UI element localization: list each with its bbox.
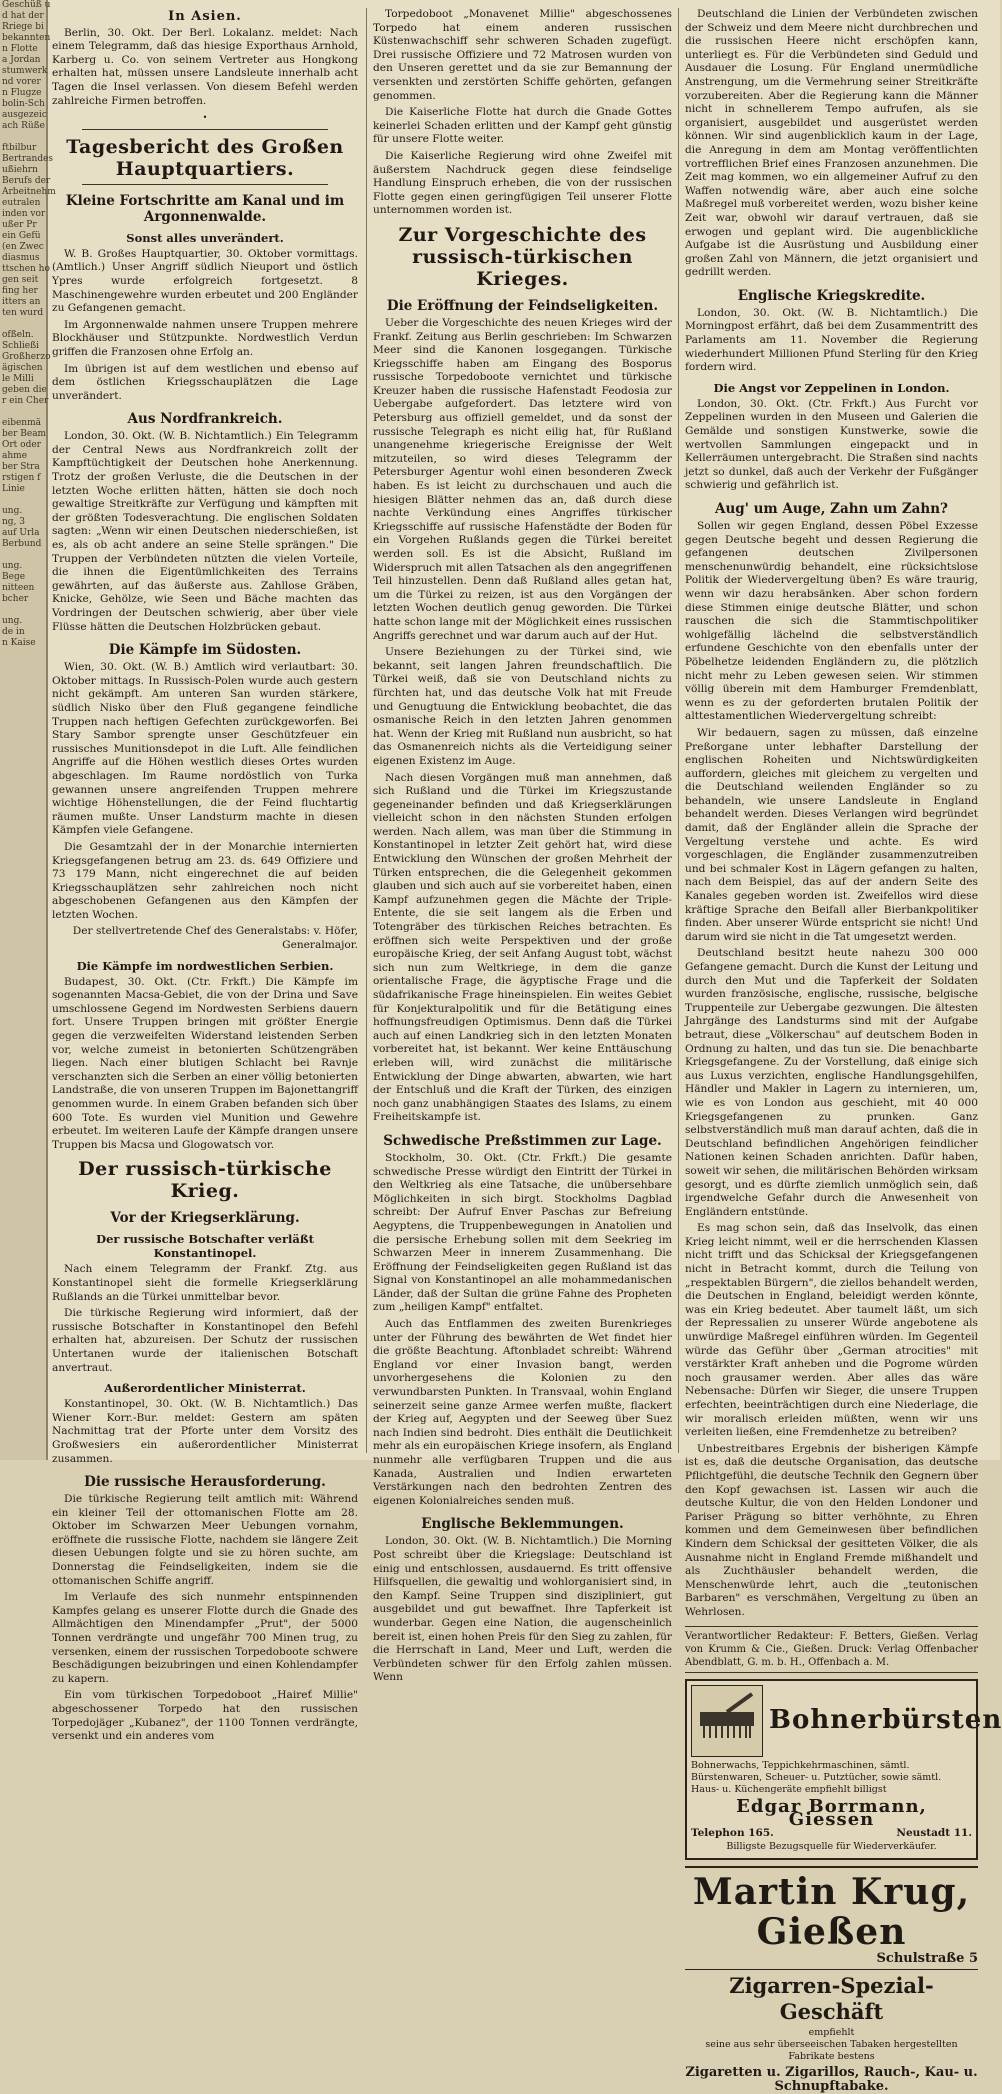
herausforderung-text-3: Ein vom türkischen Torpedoboot „Haireť Millie" abgeschossener Torpedo hat den russischen Torpedojäger „Kubanez", der 1100 Tonnen verdrängte, versenkt und ein anderes vom (52, 1689, 358, 1743)
strip-fragment: n Kaise (2, 638, 36, 648)
rule (82, 184, 328, 185)
eroeffnung-text-2: Unsere Beziehungen zu der Türkei sind, wie bekannt, seit langen Jahren freundschaftlich. Die Türkei weiß, daß sie von Deutschland nichts zu fürchten hat, und das deutsche Volk hat mit Freude und Genugtuung die Entwicklung beobachtet, die das osmanische Reich in den letzten Jahren genommen hat. Wenn der Krieg mit Rußland nun ausbricht, so hat das Osmanenreich nichts als die Verteidigung seiner eigenen Existenz im Auge. (373, 646, 672, 767)
fortschritte-heading: Kleine Fortschritte am Kanal und im Argonnenwalde. (65, 192, 345, 225)
kriegserklaerung-heading: Vor der Kriegserklärung. (110, 1210, 300, 1227)
brush-illustration-icon (691, 1685, 763, 1757)
eroeffnung-text-1: Ueber die Vorgeschichte des neuen Krieges wird der Frankf. Zeitung aus Berlin geschrieben: Im Schwarzen Meer sind die Kanonen losgegangen. Türkische Kriegsschiffe haben am Eingang des Bosporus russische Torpedoboote vernichtet und türkische Kreuzer haben die russische Hafenstadt Feodosia zur Uebergabe aufgefordert. Das letztere wird von Petersburg aus offiziell gemeldet, und da sonst der russische Telegraph es nicht eilig hat, für Rußland unangenehme kriegerische Ereignisse der Welt mitzuteilen, so wird dieses Telegramm der Petersburger Agentur wohl einen besonderen Zweck haben. Es ist leicht zu durchschauen und auch die hiesigen Blätter nehmen das an, daß durch diese nachte Verkündung eines Angriffes türkischer Kriegsschiffe auf russische Hafenstädte der Boden für ein Vorgehen Rußlands gegen die Türkei bereitet werden soll. Es ist die Absicht, Rußland im Widerspruch mit allen Tatsachen als den angegriffenen Teil hinzustellen. Denn daß Rußland alles getan hat, um die Türkei zu reizen, ist aus den Vorgängen der letzten Wochen deutlich genug geworden. Die Türkei hatte schon lange mit der Möglichkeit eines russischen Angriffs gerechnet und war darum auch auf der Hut. (373, 316, 672, 642)
strip-fragment: fing her (2, 286, 38, 296)
auge-text-5: Unbestreitbares Ergebnis der bisherigen Kämpfe ist es, daß die deutsche Organisation, das deutsche Pflichtgefühl, die deutsche Technik den Gegnern über den Kopf gewachsen ist. Lassen wir auch die deutsche Kultur, die von den Helden Londoner und Pariser Prägung so bitter verhöhnte, zu Ehren kommen und dem Gemeinwesen über befindlichen Kindern dem Schicksal der gesitteten Völker, die als Ausnahme nicht in England Fremde mißhandelt und als Zuchthäusler behandelt werden, die Menschenwürde lehrt, auch die „teutonischen Barbaren" es verschmähen, Vergeltung zu üben an Wehrlosen. (685, 1442, 978, 1618)
strip-fragment: ußer Pr (2, 220, 37, 230)
auge-heading: Aug' um Auge, Zahn um Zahn? (715, 501, 948, 517)
botschafter-text: Nach einem Telegramm der Frankf. Ztg. aus Konstantinopel sieht die formelle Kriegserklärung Rußlands an die Türkei unmittelbar bevor. (52, 1263, 358, 1303)
strip-fragment: ten wurd (2, 308, 44, 318)
strip-fragment: Bertrandes (2, 154, 54, 164)
adjacent-page-strip (0, 0, 56, 1460)
strip-fragment: rstigen f (2, 473, 41, 483)
strip-fragment: itters an (2, 297, 41, 307)
ad2-shop: Zigarren-Spezial-Geschäft (685, 1969, 978, 2025)
wb-text-2: Im Argonnenwalde nahmen unsere Truppen mehrere Blockhäuser und Stützpunkte. Nordwestlich Verdun griffen die Franzosen ohne Erfolg an. (52, 318, 358, 358)
strip-fragment: gen seit (2, 275, 39, 285)
strip-fragment: n Flotte (2, 44, 38, 54)
ad1-title: Bohnerbürsten (769, 1704, 1002, 1735)
auge-text-3: Deutschland besitzt heute nahezu 300 000 Gefangene gemacht. Durch die Kunst der Leitung und durch den Mut und die Tapferkeit der Soldaten wurden französische, englische, russische, belgische Truppenteile zur Uebergabe gezwungen. Die ältesten Jahrgänge des Landsturms sind mit der Aufgabe betraut, diese „Völkerschau" auf deutschem Boden in Ordnung zu halten, und das tun sie. Die benachbarte Kriegsgefangene. Zu der Vorstellung, daß einige sich aus Luxus verzichten, englische Handlungsgehilfen, Händler und Makler in Lagern zu internieren, um, wie es von London aus geschieht, mit 40 000 Kriegsgefangenen zu prunken. Ganz selbstverständlich muß man darauf achten, daß die in Deutschland befindlichen Angehörigen feindlicher Nationen keinen Schaden anrichten. Dafür haben, soweit wir sehen, die militärischen Behörden wirksam gesorgt, und es dürfte ziemlich unmöglich sein, daß irgendwelche Gefahr durch die Anwesenheit von Engländern entstünde. (685, 947, 978, 1218)
presse-heading: Schwedische Preßstimmen zur Lage. (383, 1132, 662, 1149)
suedosten-sign: Der stellvertretende Chef des Generalstabs: v. Höfer, Generalmajor. (72, 925, 358, 952)
strip-fragment: ng, 3 (2, 517, 26, 527)
strip-fragment: r ein Cher (2, 396, 49, 406)
ad2-small-2: seine aus sehr überseeischen Tabaken hergestellten Fabrikate bestens (705, 2039, 958, 2063)
strip-fragment: bekannten (2, 33, 51, 43)
continued-text: Deutschland die Linien der Verbündeten zwischen der Schweiz und dem Meere nicht durchbrechen und die russischen Heere nicht erschöpfen kann, unterliegt es. Für die Verbündeten sind Geduld und Ausdauer die Losung. Für England unermüdliche Anstrengung, um die Vermehrung seiner Streitkräfte vorzubereiten. Aber die Regierung kann die Männer nicht in schnellerem Tempo aufrufen, als sie organisiert, ausgebildet und ausgerüstet werden können. Wir sind augenblicklich kaum in der Lage, die Anregung in dem am Montag veröffentlichten vortrefflichen Brief eines Franzosen anzunehmen. Die Zeit mag kommen, wo ein allgemeiner Aufruf zu den Waffen notwendig wäre, aber auch eine solche Maßregel muß vorbereitet werden, wozu bisher keine Zeit war, obwohl wir darauf vertrauen, daß sie erwogen und geplant wird. Die augenblickliche Aufgabe ist die Ausrüstung und Ausbildung einer großen Zahl von Männern, die jetzt organisiert und gedrillt werden. (685, 8, 978, 279)
continued-text-1: Torpedoboot „Monavenet Millie" abgeschossenes Torpedo hat einem anderen russischen Küstenwachschiff sehr schweren Schaden zugefügt. Drei russische Offiziere und 72 Matrosen wurden von den Unseren gerettet und da sie zur Bemannung der versenkten und zerstörten Schiffe gehörten, gefangen genommen. (373, 8, 672, 102)
ad-bohnerbuersten (685, 1679, 1002, 1860)
herausforderung-text-2: Im Verlaufe des sich nunmehr entspinnenden Kampfes gelang es unserer Flotte durch die Gnade des Allmächtigen den Minendampfer „Prut", der 5000 Tonnen verdrängte und ungefähr 700 Minen trug, zu versenken, einem der russischen Torpedoboote schwere Beschädigungen beizubringen und einen Kohlendampfer zu kapern. (52, 1591, 358, 1685)
eroeffnung-heading: Die Eröffnung der Feindseligkeiten. (386, 297, 659, 314)
strip-fragment: ußiehrn (2, 165, 38, 175)
suedosten-text-2: Die Gesamtzahl der in der Monarchie internierten Kriegsgefangenen betrug am 23. ds. 649 Offiziere und 73 179 Mann, nicht eingerechnet die auf beiden Kriegsschauplätzen sehr zahlreichen noch nicht abgeschobenen Gefangenen aus den Kämpfen der letzten Wochen. (52, 840, 358, 921)
eroeffnung-text-3: Nach diesen Vorgängen muß man annehmen, daß sich Rußland und die Türkei im Kriegszustande gegeneinander befinden und daß Kriegserklärungen vielleicht schon in den nächsten Stunden erfolgen werden. Nach allem, was man über die Stimmung in Konstantinopel in letzter Zeit gehört hat, wird diese Entwicklung den Wünschen der großen Mehrheit der Türken entsprechen, die die Gelegenheit gekommen glauben und sich auch auf sie vorbereitet haben, einen Kampf aufzunehmen gegen die Mächte der Triple-Entente, die sie seit langem als die Erben und Totengräber des türkischen Reiches betrachten. Es eröffnen sich weite Perspektiven und der große europäische Krieg, der seit Anfang August tobt, wächst sich nun zum Weltkriege, in dem die ganze orientalische Frage, die ägyptische Frage und die südafrikanische Frage hineinspielen. Ein weites Gebiet für Konjekturalpolitik und für die Betätigung eines hoffnungsfreudigen Optimismus. Denn daß die Türkei auch auf einen Landkrieg sich in den letzten Monaten vorbereitet hat, ist bekannt. Wer keine Enttäuschung erleben will, wird zunächst die militärische Entwicklung der Dinge abwarten, abwarten, wie hart der Entschluß und die Kraft der Türken, des einzigen noch ganz unabhängigen Staates des Islams, zu einem Freiheitskampfe ist. (373, 771, 672, 1124)
strip-fragment: Ort oder (2, 440, 41, 450)
strip-fragment: ung. (2, 616, 23, 626)
imprint: Verantwortlicher Redakteur: F. Betters, Gießen. Verlag von Krumm & Cie., Gießen. Druck: Verlag Offenbacher Abendblatt, G. m. b. H., Offenbach a. M. (685, 1626, 978, 1673)
strip-fragment: n Flugze (2, 88, 42, 98)
strip-fragment: inden vor (2, 209, 46, 219)
ad2-name: Martin Krug, Gießen (692, 1870, 971, 1953)
strip-fragment: ber Stra (2, 462, 40, 472)
ad1-footer: Billigste Bezugsquelle für Wiederverkäufer. (726, 1841, 937, 1853)
strip-fragment: nitteen (2, 583, 35, 593)
strip-fragment: Schließi (2, 341, 39, 351)
nordfrankreich-heading: Aus Nordfrankreich. (127, 411, 283, 428)
ministerrat-text: Konstantinopel, 30. Okt. (W. B. Nichtamtlich.) Das Wiener Korr.-Bur. meldet: Gestern am späten Nachmittag trat der Pforte unter dem Vorsitz des Großwesiers ein außerordentlicher Ministerrat zusammen. (52, 1398, 358, 1465)
nordfrankreich-text: London, 30. Okt. (W. B. Nichtamtlich.) Ein Telegramm der Central News aus Nordfrankreich zollt der Kampftüchtigkeit der Deutschen hohe Anerkennung. Trotz der großen Verluste, die die Deutschen in der letzten Woche erlitten hätten, hätten sie doch noch gewaltige Streitkräfte zur Verfügung und kämpften mit der größten Todesverachtung. Die englischen Soldaten sagten: „Wenn wir einen Deutschen niederschießen, ist es, als ob acht andere an seine Stelle sprängen." Die Truppen der Verbündeten nützten die vielen Vorteile, die ihnen die Eigentümlichkeiten des Terrains gewährten, auf das äußerste aus. Zahllose Gräben, Knicke, Gehölze, wie Seen und Bäche machten das Vordringen der Deutschen schwierig, aber über viele Flüsse hätten die Deutschen Holzbrücken gebaut. (52, 430, 358, 633)
strip-fragment: Berufs der (2, 176, 51, 186)
ad2-address: Schulstraße 5 (876, 1950, 978, 1966)
column-1 (52, 8, 358, 1743)
strip-fragment: Rriege bi (2, 22, 44, 32)
ad1-firm: Edgar Borrmann, Giessen (736, 1795, 927, 1831)
wb-text-3: Im übrigen ist auf dem westlichen und ebenso auf dem östlichen Kriegsschauplätzen die Lage unverändert. (52, 362, 358, 402)
unveraendert-heading: Sonst alles unverändert. (126, 230, 284, 245)
continued-text-3: Die Kaiserliche Regierung wird ohne Zweifel mit äußerstem Nachdruck gegen diese feindselige Handlung Einspruch erheben, die von der russischen Flotte gegen einen geringfügigen Teil unserer Flotte unternommen worden ist. (373, 149, 672, 217)
suedosten-heading: Die Kämpfe im Südosten. (108, 642, 302, 659)
zeppelin-heading: Die Angst vor Zeppelinen in London. (713, 380, 950, 395)
strip-fragment: d hat der (2, 11, 44, 21)
ad2-small-1: empfiehlt (808, 2027, 855, 2039)
strip-fragment: eutralen (2, 198, 41, 208)
ad1-description: Bohnerwachs, Teppichkehrmaschinen, sämtl. Bürstenwaren, Scheuer- u. Putztücher, sowie sämtl. Haus- u. Küchengeräte empfiehlt billigst (691, 1759, 942, 1795)
zeppelin-text: London, 30. Okt. (Ctr. Frkft.) Aus Furcht vor Zeppelinen wurden in den Museen und Galerien die Gemälde und sonstigen Kunstwerke, sowie die wertvollen Sammlungen eingepackt und in Kellerräumen untergebracht. Die Straßen sind nachts jetzt so dunkel, daß auch der Verkehr der Fußgänger schwierig und gefährlich ist. (685, 397, 978, 492)
auge-text-2: Wir bedauern, sagen zu müssen, daß einzelne Preßorgane unter lebhafter Darstellung der englischen Roheiten und Nichtswürdigkeiten auffordern, gleiches mit gleichem zu vergelten und die Deutschland weilenden Engländer so zu behandeln, wie unsere Landsleute in England behandelt werden. Dieses Verlangen wird begründet damit, daß der Engländer allein die Sprache der Vergeltung verstehe und achte. Es wird vorgeschlagen, die Engländer zusammenzutreiben und bei schmaler Kost in Lägern gefangen zu halten, nach dem Beispiel, das auf der andern Seite des Kanales gegeben worden ist. Zweifellos wird diese kräftige Sprache den Beifall aller Bierbankpolitiker finden. Aber unserer Würde entspricht sie nicht! Und darum wird sie nicht in die Tat umgesetzt werden. (685, 726, 978, 943)
strip-fragment: (en Zwec (2, 242, 44, 252)
strip-fragment: ofßeln. (2, 330, 34, 340)
strip-fragment: nd vorer (2, 77, 41, 87)
separator-dot: • (202, 113, 208, 123)
auge-text-4: Es mag schon sein, daß das Inselvolk, das einen Krieg leicht nimmt, weil er die herrschenden Klassen nicht trifft und das Schicksal der Kriegsgefangenen nicht in Betracht kommt, durch die Teilung von „respektablen Bürgern", die ziellos behandelt werden, die Deutschen in England, beleidigt werden könnte, was ein Krieg bedeutet. Aber taumelt läßt, um sich der Repressalien zu unserer Würde angebotene als unwürdige Maßregel einführen würden. Im Gegenteil würde das Geführ über „German atrocities" mit verstärkter Kraft anheben und die Pogrome würden noch grausamer werden. Aber alles das wäre Nebensache: Dürfen wir Sieger, die unsere Truppen erfechten, beeinträchtigen durch eine Niederlage, die wir moralisch erleiden müßten, wenn wir uns verleiten ließen, eine Fremdenhetze zu betreiben? (685, 1222, 978, 1439)
herausforderung-text-1: Die türkische Regierung teilt amtlich mit: Während ein kleiner Teil der ottomanischen Flotte am 28. Oktober im Schwarzen Meer Uebungen vornahm, eröffnete die russische Flotte, nachdem sie längere Zeit diesen Uebungen folgte und sie zu hören suchte, am Donnerstag die Feindseligkeiten, indem sie die ottomanischen Schiffe angriff. (52, 1493, 358, 1587)
strip-fragment: Bege (2, 572, 26, 582)
strip-fragment: auf Urla (2, 528, 40, 538)
strip-fragment (0, 132, 46, 143)
beklemmungen-text: London, 30. Okt. (W. B. Nichtamtlich.) Die Morning Post schreibt über die Kriegslage: Deutschland ist einig und entschlossen, ausdauernd. Es tritt offensive Hilfsquellen, die gewaltig und wohlorganisiert sind, in den Kampf. Seine Truppen sind diszipliniert, gut ausgebildet und gut bewaffnet. Ihre Tapferkeit ist wunderbar. Gegen eine Nation, die augenscheinlich bereit ist, einen hohen Preis für den Sieg zu zahlen, für die Herrschaft in Land, Meer und Luft, werden die Verbündeten schwer für den Erfolg zahlen müssen. Wenn (373, 1535, 672, 1684)
strip-fragment: ach Rüße (2, 121, 45, 131)
strip-fragment: bolin-Sch (2, 99, 45, 109)
column-3 (678, 8, 1002, 2094)
asien-text: Berlin, 30. Okt. Der Berl. Lokalanz. meldet: Nach einem Telegramm, daß das hiesige Exporthaus Arnhold, Karberg u. Co. von seinem Vertreter aus Hongkong erhalten hat, müssen unsere Landsleute innerhalb acht Tagen die Insel verlassen. Von diesem Befehl werden zahlreiche Firmen betroffen. (52, 26, 358, 107)
wb-text-1: W. B. Großes Hauptquartier, 30. Oktober vormittags. (Amtlich.) Unser Angriff südlich Nieuport und östlich Ypres wurde erfolgreich fortgesetzt. 8 Maschinengewehre wurden erbeutet und 200 Engländer zu Gefangenen gemacht. (52, 247, 358, 315)
strip-fragment: ber Beam (2, 429, 47, 439)
kredite-heading: Englische Kriegskredite. (737, 287, 926, 304)
auge-text-1: Sollen wir gegen England, dessen Pöbel Exzesse gegen Deutsche begeht und dessen Regierung die gefangenen deutschen Zivilpersonen menschenunwürdig behandelt, eine rücksichtslose Politik der Wiedervergeltung üben? Es wäre traurig, wenn wir dazu herabsänken. Aber schon fordern diese Stimmen einige deutsche Blätter, und schon rauschen die sich die Stammtischpolitiker wohlgefällig lächelnd die selbstverständlich erfundene Geschichte von den ebenfalls unter der Pöbelhetze leidenden Engländern zu, die plötzlich nicht mehr zu Leben gewesen seien. Wir stimmen völlig überein mit dem Hamburger Fremdenblatt, wenn es zu der geforderten brutalen Politik der alttestamentlichen Wiedervergeltung schreibt: (685, 520, 978, 723)
herausforderung-heading: Die russische Herausforderung. (84, 1474, 326, 1491)
asien-heading: In Asien. (168, 9, 242, 24)
presse-text-2: Auch das Entflammen des zweiten Burenkrieges unter der Führung des bewährten de Wet findet hier die größte Beachtung. Aftonbladet schreibt: Während England vor einer Invasion bangt, werden unvorhergesehens die Kolonien zu den verwundbarsten Punkten. In Transvaal, wohin England seinerzeit seine ganze Armee werfen mußte, flackert der Krieg auf, Aegypten und der Seeweg über Suez nach Indien sind bedroht. Dies enthält die Deutlichkeit mehr als ein europäischen Kriege insofern, als England nunmehr alle verfügbaren Truppen und die aus Kanada, Australien und Indien erwarteten Verstärkungen nach den bedrohten Zentren des eigenen Kolonialreiches senden muß. (373, 1318, 672, 1507)
strip-fragment: de in (2, 627, 25, 637)
ad1-street: Neustadt 11. (896, 1826, 972, 1839)
strip-fragment (0, 495, 46, 506)
tagesbericht-heading: Tagesbericht des Großen Hauptquartiers. (66, 135, 344, 180)
strip-fragment: ahme (2, 451, 28, 461)
strip-fragment: Berbund (2, 539, 42, 549)
strip-fragment: a Jordan (2, 55, 41, 65)
strip-fragment: ftbilbur (2, 143, 37, 153)
strip-fragment: ung. (2, 506, 23, 516)
strip-fragment: geben die (2, 385, 47, 395)
vorgeschichte-heading: Zur Vorgeschichte des russisch-türkischen Krieges. (398, 223, 647, 290)
kredite-text: London, 30. Okt. (W. B. Nichtamtlich.) Die Morningpost erfährt, daß bei dem Zusammentritt des Parlaments am 11. November die Regierung wiederhundert Millionen Pfund Sterling für den Krieg fordern wird. (685, 306, 978, 374)
suedosten-text-1: Wien, 30. Okt. (W. B.) Amtlich wird verlautbart: 30. Oktober mittags. In Russisch-Polen wurde auch gestern nicht gekämpft. Am unteren San wurden stärkere, südlich Nisko über den Fluß gegangene feindliche Truppen nach heftigen Gefechten zurückgeworfen. Bei Stary Sambor sprengte unser Geschützfeuer ein russisches Munitionsdepot in die Luft. Alle feindlichen Angriffe auf die Höhen westlich dieses Ortes wurden abgeschlagen. Im Raume nordöstlich von Turka gewannen unsere angreifenden Truppen mehrere wichtige Höhenstellungen, die der Feind fluchtartig räumen mußte. Unser Landsturm machte in diesen Kämpfen viele Gefangene. (52, 661, 358, 837)
strip-fragment: bcher (2, 594, 29, 604)
strip-fragment: Geschüß u (2, 0, 51, 10)
presse-text-1: Stockholm, 30. Okt. (Ctr. Frkft.) Die gesamte schwedische Presse würdigt den Eintritt der Türkei in den Weltkrieg als eine Tatsache, die unübersehbare Möglichkeiten in sich birgt. Stockholms Dagblad schreibt: Der Aufruf Enver Paschas zur Befreiung Aegyptens, die Truppenbewegungen in Anatolien und die persische Erhebung sollen mit dem Seekrieg im Schwarzen Meer in innerem Zusammenhang. Die Eröffnung der Feindseligkeiten gegen Rußland ist das Signal von Konstantinopel an alle mohammedanischen Länder, daß der Sultan die grüne Fahne des Propheten zum „heiligen Kampf" entfaltet. (373, 1151, 672, 1314)
ministerrat-heading: Außerordentlicher Ministerrat. (104, 1381, 306, 1396)
strip-fragment: diasmus (2, 253, 40, 263)
strip-fragment: ein Gefü (2, 231, 41, 241)
strip-fragment: stumwerk (2, 66, 48, 76)
strip-fragment: Großherzo (2, 352, 51, 362)
strip-fragment: ausgezeic (2, 110, 47, 120)
ad-martin-krug (685, 1866, 978, 2094)
ad2-bottom: Zigaretten u. Zigarillos, Rauch-, Kau- u. Schnupftabake. (685, 2065, 978, 2094)
strip-fragment: ägischen (2, 363, 43, 373)
serbien-heading: Die Kämpfe im nordwestlichen Serbien. (76, 958, 334, 973)
strip-fragment: Linie (2, 484, 25, 494)
strip-fragment (0, 605, 46, 616)
strip-fragment: le Milli (2, 374, 34, 384)
botschafter-text-2: Die türkische Regierung wird informiert, daß der russische Botschafter in Konstantinopel den Befehl erhalten hat, abzureisen. Der Schutz der russischen Untertanen wurde der italienischen Botschaft anvertraut. (52, 1307, 358, 1374)
beklemmungen-heading: Englische Beklemmungen. (421, 1516, 624, 1533)
column-2 (366, 8, 672, 1684)
strip-fragment: Arbeitnehm (2, 187, 56, 197)
ad1-phone: Telephon 165. (691, 1826, 774, 1839)
strip-fragment (0, 319, 46, 330)
continued-text-2: Die Kaiserliche Flotte hat durch die Gnade Gottes keinerlei Schaden erlitten und der Kampf geht günstig für unsere Flotte weiter. (373, 106, 672, 146)
krieg-heading: Der russisch-türkische Krieg. (78, 1158, 332, 1203)
botschafter-heading: Der russische Botschafter verläßt Konstantinopel. (96, 1232, 314, 1261)
rule (82, 129, 328, 130)
strip-fragment: ttschen ho (2, 264, 50, 274)
strip-fragment: ung. (2, 561, 23, 571)
strip-fragment (0, 407, 46, 418)
strip-fragment (0, 550, 46, 561)
serbien-text: Budapest, 30. Okt. (Ctr. Frkft.) Die Kämpfe im sogenannten Macsa-Gebiet, die von der Drina und Save umschlossene Gegend im Nordwesten Serbiens dauern fort. Unsere Truppen bringen mit größter Energie gegen die verzweifelten Widerstand leistenden Serben vor, welche zumeist in betonierten Schützengräben liegen. Nach einer blutigen Schlacht bei Ravnje verschanzten sich die Serben an einer völlig betonierten Landstraße, die von unseren Truppen im Bajonettangriff genommen wurde. In einem Graben befanden sich über 600 Tote. Es wurden viel Munition und Gewehre erbeutet. Im weiteren Laufe der Kämpfe drangen unsere Truppen bis Macsa und Glogowatsch vor. (52, 975, 358, 1151)
strip-fragment: eibenmä (2, 418, 41, 428)
